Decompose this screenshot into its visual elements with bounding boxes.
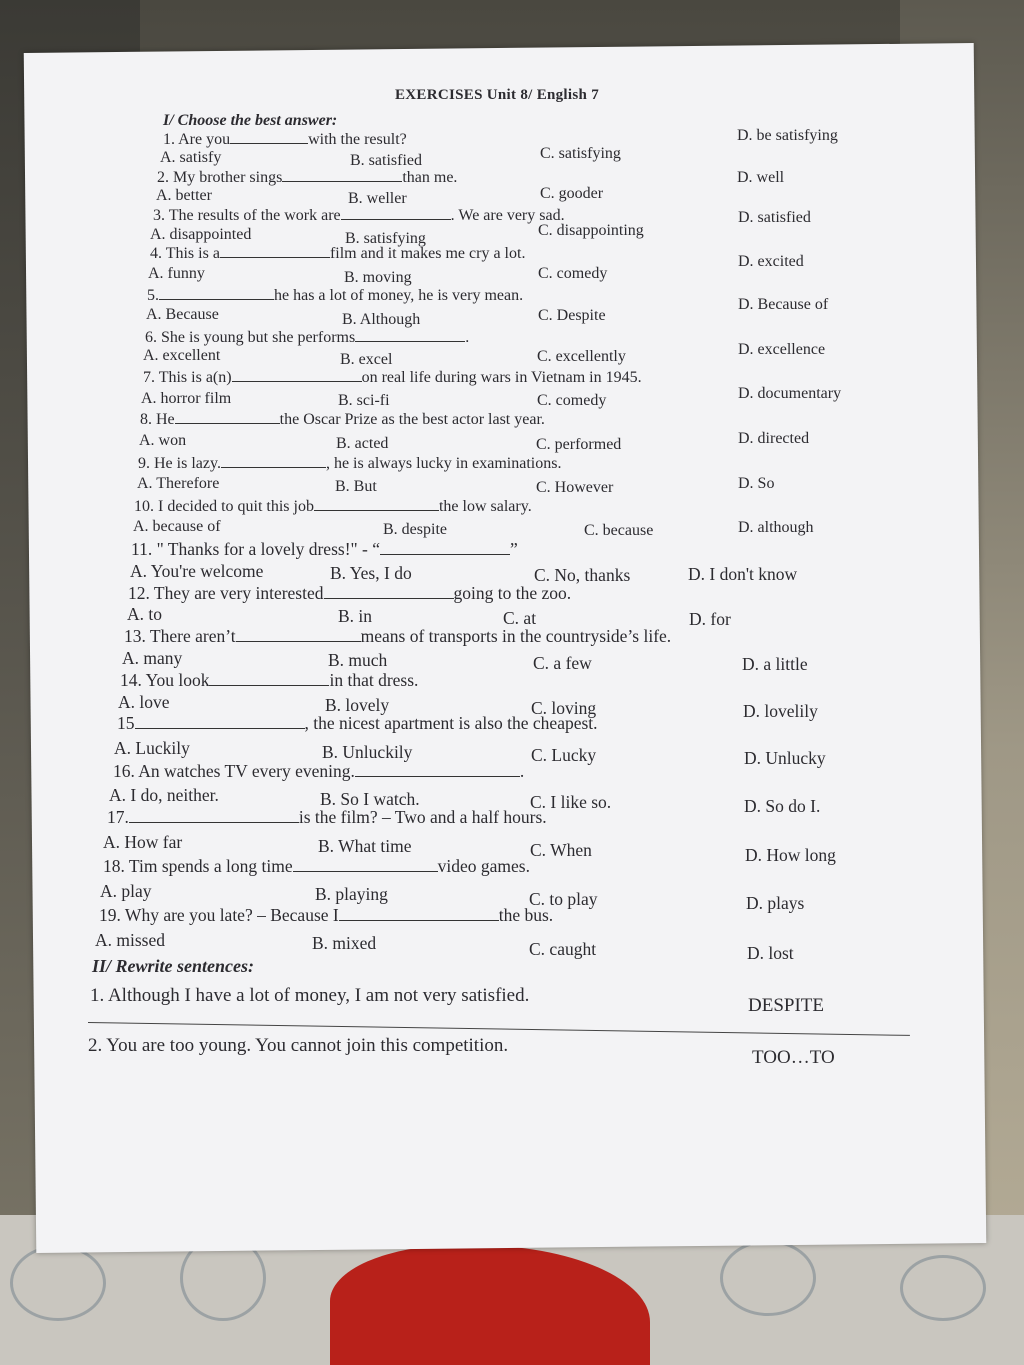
question-3-tail: . We are very sad. (450, 207, 565, 224)
question-4-stem: 4. This is a (150, 245, 220, 262)
question-4-option-a[interactable]: A. funny (148, 265, 205, 282)
question-18-stem: 18. Tim spends a long time (103, 856, 293, 876)
question-5-blank[interactable] (159, 287, 274, 300)
question-19-stem: 19. Why are you late? – Because I (99, 905, 339, 925)
question-11 (131, 540, 518, 558)
question-7-option-d[interactable]: D. documentary (738, 385, 842, 402)
section-1-heading: I/ Choose the best answer: (163, 112, 338, 129)
question-18-option-a[interactable]: A. play (100, 881, 152, 901)
question-14-option-c[interactable]: C. loving (531, 698, 597, 718)
question-12-blank[interactable] (324, 586, 454, 599)
question-19 (99, 906, 553, 924)
question-6-option-c[interactable]: C. excellently (537, 348, 626, 365)
question-17-option-b[interactable]: B. What time (318, 836, 412, 856)
question-17-option-c[interactable]: C. When (530, 840, 592, 860)
question-17-blank[interactable] (129, 810, 299, 823)
question-16-option-a[interactable]: A. I do, neither. (109, 785, 219, 805)
question-2-tail: than me. (402, 169, 458, 186)
question-6-blank[interactable] (355, 329, 465, 342)
question-15-stem: 15 (117, 713, 135, 733)
question-3-stem: 3. The results of the work are (153, 207, 341, 224)
question-3-option-a[interactable]: A. disappointed (150, 226, 252, 243)
question-18-option-b[interactable]: B. playing (315, 884, 388, 904)
worksheet-title: EXERCISES Unit 8/ English 7 (395, 87, 600, 103)
question-2-option-b[interactable]: B. weller (348, 190, 407, 207)
question-17 (107, 808, 547, 826)
question-12 (128, 584, 571, 602)
question-4-blank[interactable] (220, 245, 330, 258)
question-10-option-a[interactable]: A. because of (133, 518, 221, 535)
question-13-blank[interactable] (236, 629, 361, 642)
question-6-option-d[interactable]: D. excellence (738, 341, 826, 358)
question-16-stem: 16. An watches TV every evening. (113, 761, 355, 781)
question-1-option-d[interactable]: D. be satisfying (737, 127, 838, 144)
question-11-stem: 11. " Thanks for a lovely dress!" - “ (131, 539, 381, 559)
question-8-stem: 8. He (140, 411, 175, 428)
question-10-option-b[interactable]: B. despite (383, 521, 447, 538)
question-13-option-b[interactable]: B. much (328, 650, 388, 670)
question-11-option-c[interactable]: C. No, thanks (534, 565, 631, 585)
question-14-option-a[interactable]: A. love (118, 692, 170, 712)
question-12-stem: 12. They are very interested (128, 583, 324, 603)
question-17-stem: 17. (107, 807, 129, 827)
question-11-blank[interactable] (380, 542, 510, 555)
question-18-option-c[interactable]: C. to play (529, 889, 598, 909)
rewrite-hint-1: DESPITE (748, 995, 824, 1016)
question-6-stem: 6. She is young but she performs (145, 329, 356, 346)
question-14 (120, 671, 418, 689)
question-13 (124, 627, 671, 645)
question-13-option-a[interactable]: A. many (122, 648, 183, 668)
question-8-option-b[interactable]: B. acted (336, 435, 389, 452)
question-7-stem: 7. This is a(n) (143, 369, 232, 386)
question-15-option-b[interactable]: B. Unluckily (322, 742, 413, 762)
question-16-option-b[interactable]: B. So I watch. (320, 789, 420, 809)
question-10-option-c[interactable]: C. because (584, 522, 654, 539)
question-8-blank[interactable] (175, 411, 280, 424)
question-14-tail: in that dress. (329, 670, 419, 690)
question-9-stem: 9. He is lazy. (138, 455, 221, 472)
question-12-option-a[interactable]: A. to (127, 604, 162, 624)
question-9-tail: , he is always lucky in examinations. (325, 455, 562, 472)
question-18-option-d[interactable]: D. plays (746, 893, 805, 913)
question-16 (113, 762, 524, 780)
question-7-option-b[interactable]: B. sci-fi (338, 392, 390, 409)
question-6-option-b[interactable]: B. excel (340, 351, 393, 368)
question-10-tail: the low salary. (438, 498, 532, 515)
question-7 (143, 369, 642, 387)
question-8-option-d[interactable]: D. directed (738, 430, 810, 447)
question-13-tail: means of transports in the countryside’s life. (360, 626, 672, 646)
question-11-option-b[interactable]: B. Yes, I do (330, 563, 412, 583)
question-17-option-a[interactable]: A. How far (103, 832, 183, 852)
question-15-option-d[interactable]: D. Unlucky (744, 748, 826, 768)
answer-line-1 (88, 1022, 910, 1036)
question-9-option-d[interactable]: D. So (738, 475, 775, 492)
question-1 (163, 131, 407, 149)
question-11-option-a[interactable]: A. You're welcome (130, 561, 264, 581)
question-5-option-c[interactable]: C. Despite (538, 307, 606, 324)
question-7-option-a[interactable]: A. horror film (141, 390, 232, 407)
question-11-option-d[interactable]: D. I don't know (688, 564, 798, 584)
question-10-option-d[interactable]: D. although (738, 519, 814, 536)
question-16-option-d[interactable]: D. So do I. (744, 796, 821, 816)
question-1-option-a[interactable]: A. satisfy (160, 149, 222, 166)
question-5-tail: he has a lot of money, he is very mean. (274, 287, 524, 304)
question-10 (134, 498, 532, 516)
question-4-option-b[interactable]: B. moving (344, 269, 412, 286)
question-15 (117, 714, 598, 732)
question-2-stem: 2. My brother sings (157, 169, 283, 186)
question-13-stem: 13. There aren’t (124, 626, 236, 646)
question-9-option-a[interactable]: A. Therefore (137, 475, 220, 492)
question-5-option-a[interactable]: A. Because (146, 306, 219, 323)
question-5 (147, 287, 523, 305)
question-1-option-c[interactable]: C. satisfying (540, 145, 621, 162)
question-13-option-c[interactable]: C. a few (533, 653, 592, 673)
question-6-tail: . (465, 329, 470, 346)
question-19-option-b[interactable]: B. mixed (312, 933, 377, 953)
question-12-option-d[interactable]: D. for (689, 609, 731, 629)
rewrite-sentence-1: 1. Although I have a lot of money, I am not very satisfied. (90, 985, 530, 1006)
question-3-option-c[interactable]: C. disappointing (538, 222, 644, 239)
question-18-blank[interactable] (293, 859, 438, 872)
question-2-option-c[interactable]: C. gooder (540, 185, 604, 202)
question-5-stem: 5. (147, 287, 159, 304)
question-3-option-d[interactable]: D. satisfied (738, 209, 811, 226)
question-15-blank[interactable] (135, 716, 305, 729)
question-17-option-d[interactable]: D. How long (745, 845, 836, 865)
question-16-option-c[interactable]: C. I like so. (530, 792, 612, 812)
question-9-blank[interactable] (221, 455, 326, 468)
question-4-option-d[interactable]: D. excited (738, 253, 804, 270)
question-8 (140, 411, 545, 429)
question-4 (150, 245, 525, 263)
question-3 (153, 207, 565, 225)
question-5-option-b[interactable]: B. Although (342, 311, 421, 328)
question-13-option-d[interactable]: D. a little (742, 654, 808, 674)
question-8-option-c[interactable]: C. performed (536, 436, 622, 453)
rewrite-sentence-2: 2. You are too young. You cannot join this competition. (88, 1035, 509, 1056)
question-2-blank[interactable] (282, 169, 402, 182)
question-6-option-a[interactable]: A. excellent (143, 347, 221, 364)
question-4-option-c[interactable]: C. comedy (538, 265, 608, 282)
question-9-option-c[interactable]: C. However (536, 479, 614, 496)
rewrite-hint-2: TOO…TO (752, 1047, 835, 1068)
question-14-option-d[interactable]: D. lovelily (743, 701, 818, 721)
question-9-option-b[interactable]: B. But (335, 478, 377, 495)
question-1-blank[interactable] (230, 131, 308, 144)
question-19-option-a[interactable]: A. missed (95, 930, 165, 950)
question-10-stem: 10. I decided to quit this job (134, 498, 314, 515)
question-17-tail: is the film? – Two and a half hours. (298, 807, 547, 827)
question-11-tail: ” (510, 539, 518, 559)
question-19-blank[interactable] (339, 908, 499, 921)
question-7-option-c[interactable]: C. comedy (537, 392, 607, 409)
question-2 (157, 169, 457, 187)
question-16-blank[interactable] (355, 764, 520, 777)
question-12-option-c[interactable]: C. at (503, 608, 537, 628)
question-7-blank[interactable] (232, 369, 362, 382)
question-1-tail: with the result? (308, 131, 407, 148)
question-18-tail: video games. (437, 856, 530, 876)
question-19-tail: the bus. (498, 905, 554, 925)
question-12-tail: going to the zoo. (453, 583, 572, 603)
question-2-option-a[interactable]: A. better (156, 187, 212, 204)
question-3-option-b[interactable]: B. satisfying (345, 230, 426, 247)
section-2-heading: II/ Rewrite sentences: (92, 956, 254, 976)
question-15-tail: , the nicest apartment is also the cheapest. (304, 713, 598, 733)
question-3-blank[interactable] (341, 207, 451, 220)
question-18 (103, 857, 530, 875)
question-10-blank[interactable] (314, 498, 439, 511)
question-1-option-b[interactable]: B. satisfied (350, 152, 422, 169)
question-6 (145, 329, 469, 347)
question-2-option-d[interactable]: D. well (737, 169, 785, 186)
question-4-tail: film and it makes me cry a lot. (329, 245, 526, 262)
question-19-option-d[interactable]: D. lost (747, 943, 794, 963)
question-15-option-c[interactable]: C. Lucky (531, 745, 597, 765)
question-14-stem: 14. You look (120, 670, 210, 690)
question-5-option-d[interactable]: D. Because of (738, 296, 829, 313)
question-15-option-a[interactable]: A. Luckily (114, 738, 190, 758)
question-12-option-b[interactable]: B. in (338, 606, 373, 626)
question-16-tail: . (519, 761, 525, 781)
question-9 (138, 455, 561, 473)
question-14-option-b[interactable]: B. lovely (325, 695, 390, 715)
question-7-tail: on real life during wars in Vietnam in 1945. (361, 369, 642, 386)
question-14-blank[interactable] (209, 673, 329, 686)
question-1-stem: 1. Are you (163, 131, 231, 148)
question-8-tail: the Oscar Prize as the best actor last year. (279, 411, 545, 428)
question-19-option-c[interactable]: C. caught (529, 939, 597, 959)
question-8-option-a[interactable]: A. won (139, 432, 187, 449)
